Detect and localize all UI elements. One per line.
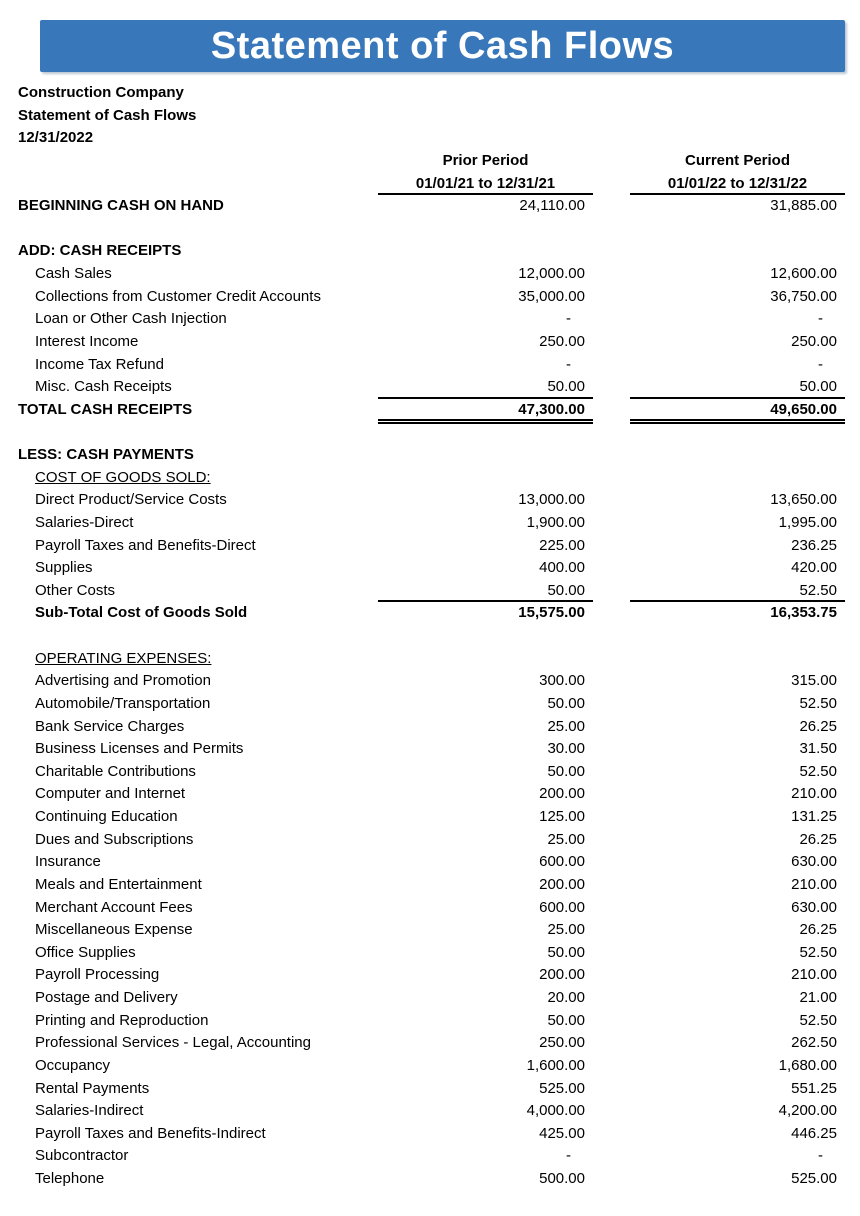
row-label: Telephone bbox=[35, 1170, 105, 1187]
column-header-row bbox=[0, 150, 860, 173]
column-gap bbox=[593, 806, 630, 829]
current-period-value: 52.50 bbox=[630, 580, 845, 603]
table-row bbox=[0, 761, 860, 784]
doc-header-row bbox=[0, 82, 860, 105]
table-row bbox=[0, 806, 860, 829]
current-period-value bbox=[630, 467, 845, 490]
right-margin bbox=[845, 987, 860, 1010]
prior-period-value bbox=[378, 240, 593, 263]
current-period-value: 12,600.00 bbox=[770, 265, 837, 282]
prior-period-value: 125.00 bbox=[539, 808, 585, 825]
right-margin bbox=[845, 648, 860, 671]
column-gap bbox=[593, 987, 630, 1010]
table-row bbox=[0, 942, 860, 965]
right-margin bbox=[845, 738, 860, 761]
statement-rows bbox=[0, 195, 860, 1191]
prior-period-value bbox=[378, 444, 593, 467]
right-margin bbox=[845, 399, 860, 422]
current-period-value: 250.00 bbox=[791, 332, 837, 350]
row-label: Other Costs bbox=[35, 581, 116, 599]
right-margin bbox=[845, 897, 860, 920]
table-row bbox=[0, 331, 860, 354]
prior-period-value: 50.00 bbox=[547, 694, 585, 712]
column-gap bbox=[593, 286, 630, 309]
current-period-value: 236.25 bbox=[791, 536, 837, 554]
right-margin bbox=[845, 874, 860, 897]
current-period-value: 52.50 bbox=[799, 1011, 837, 1029]
current-period-value: 31.50 bbox=[799, 740, 837, 758]
right-margin bbox=[845, 1168, 860, 1191]
table-row bbox=[0, 240, 860, 263]
current-period-value: 210.00 bbox=[791, 966, 837, 984]
row-label: Misc. Cash Receipts bbox=[35, 378, 172, 396]
prior-period-value: 13,000.00 bbox=[518, 491, 585, 509]
prior-period-value: 200.00 bbox=[539, 875, 585, 893]
table-row bbox=[0, 286, 860, 309]
column-gap bbox=[593, 467, 630, 490]
current-period-value: 52.50 bbox=[799, 943, 837, 961]
column-gap bbox=[593, 783, 630, 806]
table-row bbox=[0, 376, 860, 399]
current-period-value bbox=[630, 240, 845, 263]
right-margin bbox=[845, 670, 860, 693]
row-label: Insurance bbox=[35, 853, 101, 871]
report-title: Statement of Cash Flows bbox=[18, 106, 197, 124]
title-banner bbox=[40, 20, 845, 72]
current-period-value: 1,995.00 bbox=[778, 513, 837, 531]
column-gap bbox=[593, 919, 630, 942]
row-label: TOTAL CASH RECEIPTS bbox=[18, 400, 193, 418]
table-row bbox=[0, 829, 860, 852]
right-margin bbox=[845, 1055, 860, 1078]
table-row bbox=[0, 1100, 860, 1123]
table-row bbox=[0, 580, 860, 603]
column-gap bbox=[593, 399, 630, 422]
current-period-value: 551.25 bbox=[791, 1079, 837, 1097]
column-gap bbox=[593, 557, 630, 580]
right-margin bbox=[845, 783, 860, 806]
current-period-value: 131.25 bbox=[791, 808, 837, 825]
row-label: Interest Income bbox=[35, 332, 139, 350]
right-margin bbox=[845, 761, 860, 784]
table-row bbox=[0, 557, 860, 580]
table-row bbox=[0, 874, 860, 897]
column-gap bbox=[593, 1100, 630, 1123]
report-date: 12/31/2022 bbox=[18, 129, 94, 147]
column-gap bbox=[593, 1032, 630, 1055]
column-gap bbox=[593, 1010, 630, 1033]
prior-period-value: 30.00 bbox=[547, 740, 585, 758]
right-margin bbox=[845, 580, 860, 603]
row-label: BEGINNING CASH ON HAND bbox=[18, 197, 224, 215]
current-period-value bbox=[630, 648, 845, 671]
column-gap bbox=[593, 331, 630, 354]
current-period-value: 210.00 bbox=[791, 875, 837, 893]
table-row bbox=[0, 1078, 860, 1101]
column-gap bbox=[593, 535, 630, 558]
prior-period-value: 250.00 bbox=[539, 332, 585, 350]
current-period-value: 26.25 bbox=[799, 717, 837, 735]
right-margin bbox=[845, 286, 860, 309]
column-gap bbox=[593, 376, 630, 399]
prior-period-value: - bbox=[566, 355, 571, 373]
column-gap bbox=[593, 240, 630, 263]
current-period-value: 446.25 bbox=[791, 1124, 837, 1142]
column-gap bbox=[593, 580, 630, 603]
column-gap bbox=[593, 874, 630, 897]
prior-period-value: 250.00 bbox=[539, 1034, 585, 1052]
current-period-value bbox=[630, 444, 845, 467]
doc-header-row bbox=[0, 105, 860, 128]
table-row bbox=[0, 308, 860, 331]
table-row bbox=[0, 670, 860, 693]
column-gap bbox=[593, 602, 630, 625]
prior-period-value: 20.00 bbox=[547, 989, 585, 1006]
row-label: Supplies bbox=[35, 559, 93, 577]
right-margin bbox=[845, 512, 860, 535]
table-row bbox=[0, 1168, 860, 1191]
current-period-value: 26.25 bbox=[799, 830, 837, 848]
column-gap bbox=[593, 964, 630, 987]
current-period-value: 315.00 bbox=[791, 672, 837, 690]
prior-period-range: 01/01/21 to 12/31/21 bbox=[378, 173, 593, 196]
current-period-value: 31,885.00 bbox=[770, 197, 837, 215]
row-label: COST OF GOODS SOLD: bbox=[35, 468, 211, 486]
current-period-value: - bbox=[818, 355, 823, 373]
table-row bbox=[0, 964, 860, 987]
row-label: Advertising and Promotion bbox=[35, 672, 211, 690]
right-margin bbox=[845, 693, 860, 716]
row-label: Charitable Contributions bbox=[35, 762, 196, 780]
prior-period-value: 50.00 bbox=[547, 762, 585, 780]
prior-period-value: 50.00 bbox=[378, 580, 593, 603]
prior-period-value: 300.00 bbox=[539, 672, 585, 690]
right-margin bbox=[845, 851, 860, 874]
column-gap bbox=[593, 195, 630, 218]
right-margin bbox=[845, 1100, 860, 1123]
statement-sheet bbox=[0, 82, 860, 1191]
right-margin bbox=[845, 240, 860, 263]
prior-period-value: 600.00 bbox=[539, 898, 585, 916]
column-gap bbox=[593, 1078, 630, 1101]
table-row bbox=[0, 851, 860, 874]
column-gap bbox=[593, 489, 630, 512]
column-gap bbox=[593, 693, 630, 716]
prior-period-value: 12,000.00 bbox=[518, 265, 585, 282]
table-row bbox=[0, 648, 860, 671]
row-label: Computer and Internet bbox=[35, 785, 186, 803]
row-label: LESS: CASH PAYMENTS bbox=[18, 446, 194, 463]
prior-period-value: 47,300.00 bbox=[378, 399, 593, 422]
table-row bbox=[0, 738, 860, 761]
row-label: Salaries-Direct bbox=[35, 513, 134, 531]
column-gap bbox=[593, 648, 630, 671]
spacer-row bbox=[0, 218, 860, 241]
table-row bbox=[0, 602, 860, 625]
right-margin bbox=[845, 376, 860, 399]
row-label: Professional Services - Legal, Accounting bbox=[35, 1034, 311, 1052]
right-margin bbox=[845, 829, 860, 852]
right-margin bbox=[845, 195, 860, 218]
spacer-row bbox=[0, 421, 860, 444]
row-label: Office Supplies bbox=[35, 943, 136, 961]
right-margin bbox=[845, 1123, 860, 1146]
table-row bbox=[0, 1010, 860, 1033]
prior-period-value: 425.00 bbox=[539, 1124, 585, 1142]
row-label: Business Licenses and Permits bbox=[35, 740, 244, 758]
column-gap bbox=[593, 1145, 630, 1168]
row-label: Continuing Education bbox=[35, 808, 178, 825]
current-period-value: - bbox=[818, 1147, 823, 1165]
table-row bbox=[0, 987, 860, 1010]
row-label: Direct Product/Service Costs bbox=[35, 491, 227, 509]
right-margin bbox=[845, 557, 860, 580]
current-period-value: 13,650.00 bbox=[770, 491, 837, 509]
row-label: Printing and Reproduction bbox=[35, 1011, 209, 1029]
right-margin bbox=[845, 489, 860, 512]
table-row bbox=[0, 919, 860, 942]
table-row bbox=[0, 1032, 860, 1055]
row-label: Subcontractor bbox=[35, 1147, 129, 1165]
spacer-row bbox=[0, 625, 860, 648]
row-label: Miscellaneous Expense bbox=[35, 921, 193, 939]
row-label: Postage and Delivery bbox=[35, 989, 178, 1006]
prior-period-label: Prior Period bbox=[442, 151, 529, 169]
current-period-value: 1,680.00 bbox=[778, 1056, 837, 1074]
current-period-value: 4,200.00 bbox=[778, 1102, 837, 1120]
table-row bbox=[0, 444, 860, 467]
page-title: Statement of Cash Flows bbox=[210, 24, 675, 67]
row-label: Sub-Total Cost of Goods Sold bbox=[35, 604, 248, 622]
right-margin bbox=[845, 354, 860, 377]
row-label: Cash Sales bbox=[35, 265, 112, 282]
prior-period-value: 50.00 bbox=[547, 1011, 585, 1029]
column-gap bbox=[593, 354, 630, 377]
current-period-value: 52.50 bbox=[799, 762, 837, 780]
right-margin bbox=[845, 1145, 860, 1168]
row-label: Bank Service Charges bbox=[35, 717, 185, 735]
prior-period-value: - bbox=[566, 1147, 571, 1165]
row-label: Occupancy bbox=[35, 1056, 111, 1074]
current-period-value: 630.00 bbox=[791, 853, 837, 871]
prior-period-value: 1,600.00 bbox=[526, 1056, 585, 1074]
column-gap bbox=[593, 716, 630, 739]
table-row bbox=[0, 783, 860, 806]
right-margin bbox=[845, 308, 860, 331]
current-period-value: 50.00 bbox=[630, 376, 845, 399]
column-gap bbox=[593, 942, 630, 965]
doc-header-row bbox=[0, 127, 860, 150]
table-row bbox=[0, 1055, 860, 1078]
row-label: Payroll Taxes and Benefits-Direct bbox=[35, 536, 256, 554]
row-label: Automobile/Transportation bbox=[35, 694, 211, 712]
prior-period-value bbox=[378, 467, 593, 490]
table-row bbox=[0, 467, 860, 490]
current-period-range: 01/01/22 to 12/31/22 bbox=[630, 173, 845, 196]
prior-period-value: 25.00 bbox=[547, 830, 585, 848]
current-period-value: 420.00 bbox=[791, 559, 837, 577]
prior-period-value: 1,900.00 bbox=[526, 513, 585, 531]
table-row bbox=[0, 897, 860, 920]
column-gap bbox=[593, 1123, 630, 1146]
right-margin bbox=[845, 964, 860, 987]
column-gap bbox=[593, 738, 630, 761]
column-gap bbox=[593, 308, 630, 331]
prior-period-value bbox=[378, 648, 593, 671]
column-gap bbox=[593, 897, 630, 920]
table-row bbox=[0, 512, 860, 535]
column-gap bbox=[593, 444, 630, 467]
column-gap bbox=[593, 761, 630, 784]
row-label: ADD: CASH RECEIPTS bbox=[18, 242, 182, 260]
table-row bbox=[0, 489, 860, 512]
company-name: Construction Company bbox=[18, 84, 184, 101]
row-label: OPERATING EXPENSES: bbox=[35, 649, 212, 667]
column-gap bbox=[593, 1055, 630, 1078]
prior-period-value: - bbox=[566, 310, 571, 328]
row-label: Loan or Other Cash Injection bbox=[35, 310, 227, 328]
current-period-value: 49,650.00 bbox=[630, 399, 845, 422]
right-margin bbox=[845, 444, 860, 467]
column-gap bbox=[593, 829, 630, 852]
prior-period-value: 200.00 bbox=[539, 785, 585, 803]
row-label: Payroll Taxes and Benefits-Indirect bbox=[35, 1124, 266, 1142]
row-label: Payroll Processing bbox=[35, 966, 160, 984]
column-range-row bbox=[0, 173, 860, 196]
row-label: Meals and Entertainment bbox=[35, 875, 202, 893]
right-margin bbox=[845, 535, 860, 558]
right-margin bbox=[845, 716, 860, 739]
column-gap bbox=[593, 1168, 630, 1191]
current-period-value: 210.00 bbox=[791, 785, 837, 803]
prior-period-value: 15,575.00 bbox=[518, 604, 585, 622]
current-period-value: - bbox=[818, 310, 823, 328]
prior-period-value: 600.00 bbox=[539, 853, 585, 871]
table-row bbox=[0, 535, 860, 558]
table-row bbox=[0, 354, 860, 377]
current-period-value: 525.00 bbox=[791, 1170, 837, 1187]
prior-period-value: 35,000.00 bbox=[518, 287, 585, 305]
table-row bbox=[0, 195, 860, 218]
row-label: Dues and Subscriptions bbox=[35, 830, 194, 848]
right-margin bbox=[845, 806, 860, 829]
current-period-label: Current Period bbox=[684, 151, 790, 169]
prior-period-value: 525.00 bbox=[539, 1079, 585, 1097]
prior-period-value: 4,000.00 bbox=[526, 1102, 585, 1120]
table-row bbox=[0, 716, 860, 739]
right-margin bbox=[845, 919, 860, 942]
right-margin bbox=[845, 1010, 860, 1033]
right-margin bbox=[845, 602, 860, 625]
right-margin bbox=[845, 942, 860, 965]
prior-period-value: 400.00 bbox=[539, 559, 585, 577]
table-row bbox=[0, 399, 860, 422]
current-period-value: 36,750.00 bbox=[770, 287, 837, 305]
right-margin bbox=[845, 331, 860, 354]
row-label: Merchant Account Fees bbox=[35, 898, 193, 916]
table-row bbox=[0, 693, 860, 716]
row-label: Salaries-Indirect bbox=[35, 1102, 144, 1120]
right-margin bbox=[845, 467, 860, 490]
column-gap bbox=[593, 851, 630, 874]
column-gap bbox=[593, 512, 630, 535]
row-label: Rental Payments bbox=[35, 1079, 150, 1097]
prior-period-value: 225.00 bbox=[539, 536, 585, 554]
row-label: Collections from Customer Credit Accounts bbox=[35, 287, 321, 305]
prior-period-value: 24,110.00 bbox=[519, 197, 585, 215]
prior-period-value: 50.00 bbox=[547, 943, 585, 961]
right-margin bbox=[845, 1078, 860, 1101]
prior-period-value: 25.00 bbox=[547, 717, 585, 735]
prior-period-value: 25.00 bbox=[547, 921, 585, 939]
current-period-value: 52.50 bbox=[799, 694, 837, 712]
current-period-value: 16,353.75 bbox=[770, 604, 837, 622]
column-gap bbox=[593, 670, 630, 693]
column-gap bbox=[593, 263, 630, 286]
table-row bbox=[0, 263, 860, 286]
row-label: Income Tax Refund bbox=[35, 355, 164, 373]
current-period-value: 630.00 bbox=[791, 898, 837, 916]
table-row bbox=[0, 1123, 860, 1146]
current-period-value: 26.25 bbox=[799, 921, 837, 939]
prior-period-value: 50.00 bbox=[378, 376, 593, 399]
current-period-value: 262.50 bbox=[791, 1034, 837, 1052]
table-row bbox=[0, 1145, 860, 1168]
right-margin bbox=[845, 1032, 860, 1055]
right-margin bbox=[845, 263, 860, 286]
prior-period-value: 200.00 bbox=[539, 966, 585, 984]
prior-period-value: 500.00 bbox=[539, 1170, 585, 1187]
current-period-value: 21.00 bbox=[799, 989, 837, 1006]
